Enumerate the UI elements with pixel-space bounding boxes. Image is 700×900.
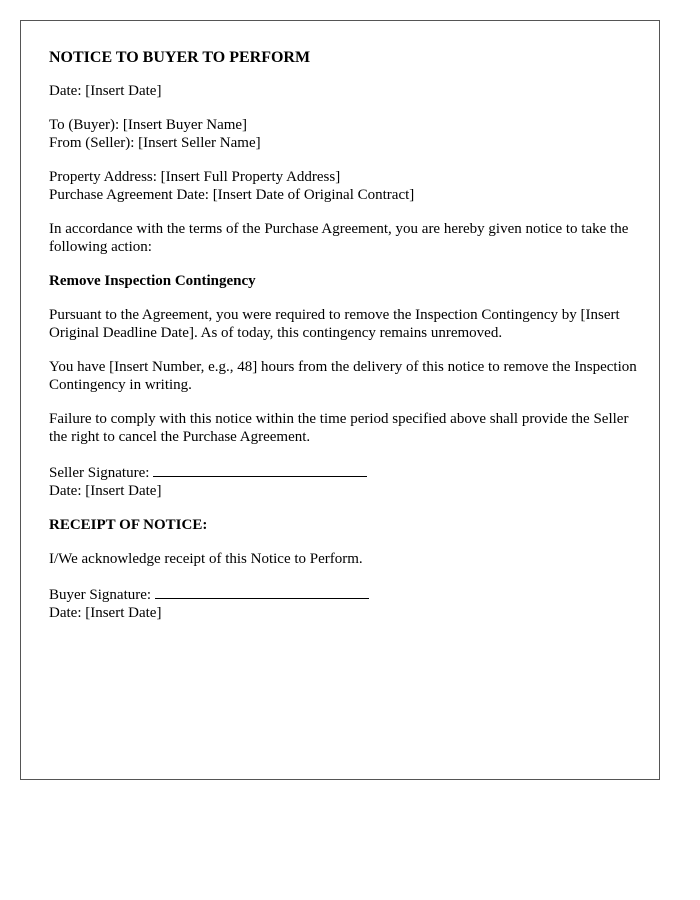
from-seller-line: From (Seller): [Insert Seller Name] bbox=[49, 135, 261, 151]
agreement-date-line: Purchase Agreement Date: [Insert Date of Original Contract] bbox=[49, 187, 415, 203]
property-address-line: Property Address: [Insert Full Property Address] bbox=[49, 169, 341, 185]
seller-signature-line bbox=[49, 462, 639, 482]
document-page bbox=[20, 20, 660, 780]
hours-paragraph: You have [Insert Number, e.g., 48] hours from the delivery of this notice to remove the Inspection Contingency in writing. bbox=[49, 359, 637, 393]
buyer-signature-field[interactable] bbox=[155, 584, 369, 599]
seller-signature-field[interactable] bbox=[153, 462, 367, 477]
document-content bbox=[49, 48, 639, 638]
receipt-acknowledgement: I/We acknowledge receipt of this Notice to Perform. bbox=[49, 551, 363, 567]
intro-paragraph: In accordance with the terms of the Purchase Agreement, you are hereby given notice to take the following action: bbox=[49, 221, 629, 255]
failure-paragraph: Failure to comply with this notice within the time period specified above shall provide the Seller the right to cancel the Purchase Agreement. bbox=[49, 411, 629, 445]
required-paragraph: Pursuant to the Agreement, you were required to remove the Inspection Contingency by [Insert Original Deadline Date]. As of today, this contingency remains unremoved. bbox=[49, 307, 620, 341]
to-buyer-line: To (Buyer): [Insert Buyer Name] bbox=[49, 117, 248, 133]
action-heading: Remove Inspection Contingency bbox=[49, 273, 256, 289]
property-block bbox=[49, 168, 639, 204]
document-title: NOTICE TO BUYER TO PERFORM bbox=[49, 49, 311, 66]
seller-date-line: Date: [Insert Date] bbox=[49, 483, 162, 499]
parties-block bbox=[49, 116, 639, 152]
seller-signature-block bbox=[49, 462, 639, 500]
buyer-signature-block bbox=[49, 584, 639, 622]
notice-date: Date: [Insert Date] bbox=[49, 83, 162, 99]
buyer-signature-label: Buyer Signature: bbox=[49, 587, 152, 603]
seller-signature-label: Seller Signature: bbox=[49, 465, 150, 481]
receipt-heading: RECEIPT OF NOTICE: bbox=[49, 517, 208, 533]
buyer-signature-line bbox=[49, 584, 639, 604]
buyer-date-line: Date: [Insert Date] bbox=[49, 605, 162, 621]
